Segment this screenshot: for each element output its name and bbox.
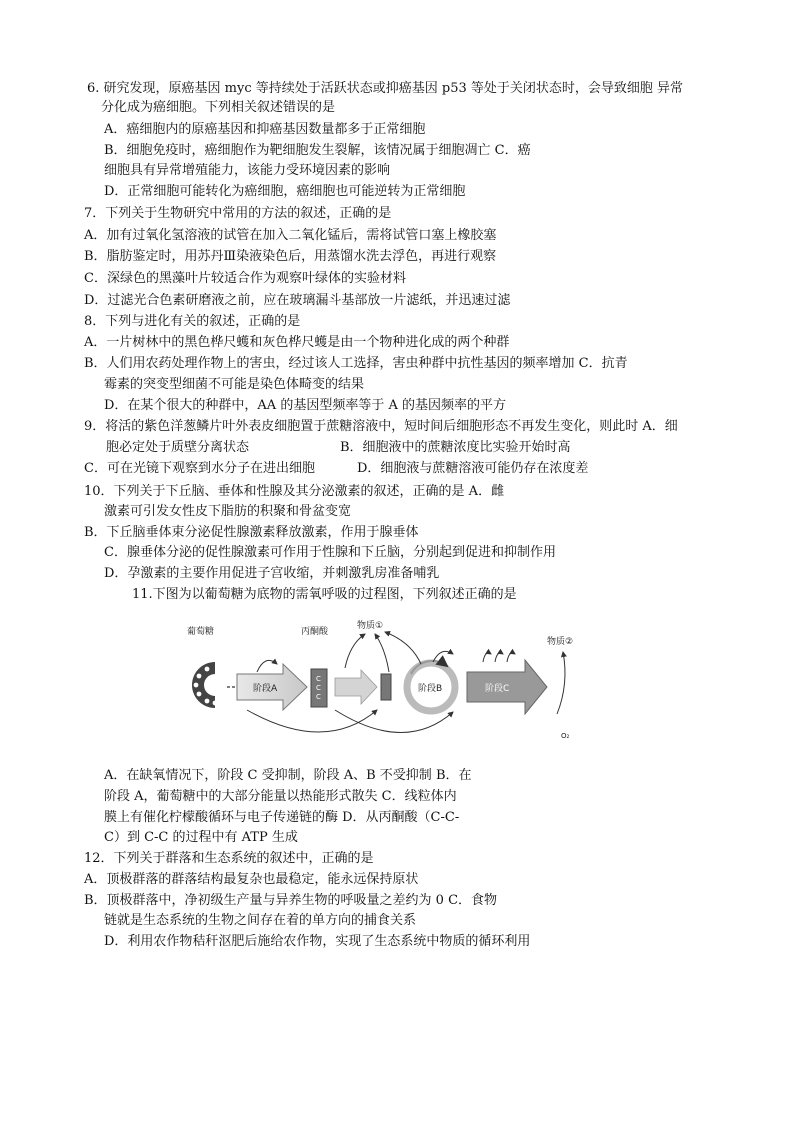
q12-option-a: A．顶极群落的群落结构最复杂也最稳定，能永远保持原状: [84, 872, 419, 887]
q9-option-b: B．细胞液中的蔗糖浓度比实验开始时高: [340, 440, 571, 455]
q6-option-b: B．细胞免疫时，癌细胞作为靶细胞发生裂解，该情况属于细胞凋亡 C．癌: [104, 143, 531, 158]
q6-option-c-cont: 细胞具有异常增殖能力，该能力受环境因素的影响: [104, 163, 391, 178]
q8-stem: 8．下列与进化有关的叙述，正确的是: [84, 314, 301, 329]
q10-option-d: D．孕激素的主要作用促进子宫收缩，并刺激乳房准备哺乳: [104, 566, 440, 581]
q6-option-a: A．癌细胞内的原癌基因和抑癌基因数量都多于正常细胞: [104, 122, 426, 137]
q10-option-c: C．腺垂体分泌的促性腺激素可作用于性腺和下丘脑，分别起到促进和抑制作用: [104, 545, 556, 560]
stage-b-label: 阶段B: [418, 684, 443, 694]
q7-option-b: B．脂肪鉴定时，用苏丹Ⅲ染液染色后，用蒸馏水洗去浮色，再进行观察: [84, 249, 497, 264]
q8-option-c-cont: 霉素的突变型细菌不可能是染色体畸变的结果: [104, 377, 365, 392]
q9-stem: 9．将活的紫色洋葱鳞片叶外表皮细胞置于蔗糖溶液中，短时间后细胞形态不再发生变化，则此时 A．细: [84, 419, 678, 434]
q11-stem: 11.下图为以葡萄糖为底物的需氧呼吸的过程图，下列叙述正确的是: [132, 587, 517, 602]
q6-option-d: D．正常细胞可能转化为癌细胞，癌细胞也可能逆转为正常细胞: [104, 184, 466, 199]
stage-c-arrow: [467, 660, 547, 714]
q11-option-c-cont: 膜上有催化柠檬酸循环与电子传递链的酶 D．从丙酮酸（C-C-: [104, 810, 460, 825]
q8-option-a: A．一片树林中的黑色桦尺蠖和灰色桦尺蠖是由一个物种进化成的两个种群: [84, 335, 510, 350]
q12-stem: 12．下列关于群落和生态系统的叙述中，正确的是: [84, 851, 374, 866]
q7-option-a: A．加有过氧化氢溶液的试管在加入二氧化锰后，需将试管口塞上橡胶塞: [84, 228, 497, 243]
q10-option-a-cont: 激素可引发女性皮下脂肪的积聚和骨盆变宽: [104, 504, 352, 519]
q7-option-c: C．深绿色的黑藻叶片较适合作为观察叶绿体的实验材料: [84, 271, 406, 286]
q7-stem: 7．下列关于生物研究中常用的方法的叙述，正确的是: [84, 206, 392, 221]
svg-text:C: C: [316, 693, 321, 701]
stage-a-label: 阶段A: [253, 684, 278, 694]
q8-option-b: B．人们用农药处理作物上的害虫，经过该人工选择，害虫种群中抗性基因的频率增加 C．抗青: [84, 356, 628, 371]
stage-b-cycle: [407, 661, 455, 711]
q9-option-c: C．可在光镜下观察到水分子在进出细胞: [84, 461, 315, 476]
q8-option-d: D．在某个很大的种群中，AA 的基因型频率等于 A 的基因频率的平方: [104, 398, 506, 413]
q12-option-d: D．利用农作物秸秆沤肥后施给农作物，实现了生态系统中物质的循环利用: [104, 934, 531, 949]
two-carbon-molecule-icon: [381, 674, 391, 700]
glucose-molecule-icon: [192, 662, 217, 708]
q11-option-a: A．在缺氧情况下，阶段 C 受抑制，阶段 A、B 不受抑制 B．在: [104, 768, 472, 783]
stage-c-label: 阶段C: [485, 684, 510, 694]
q9-option-a-cont: 胞必定处于质壁分离状态: [106, 440, 250, 455]
q9-option-d: D．细胞液与蔗糖溶液可能仍存在浓度差: [357, 461, 589, 476]
q12-option-c-cont: 链就是生态系统的生物之间存在着的单方向的捕食关系: [104, 913, 417, 928]
aerobic-respiration-diagram: [185, 614, 580, 764]
q10-option-b: B．下丘脑垂体束分泌促性腺激素释放激素，作用于腺垂体: [84, 525, 419, 540]
q11-option-b-cont: 阶段 A，葡萄糖中的大部分能量以热能形式散失 C．线粒体内: [104, 789, 457, 804]
substance1-label: 物质①: [357, 621, 384, 631]
q6-stem-line2: 分化成为癌细胞。下列相关叙述错误的是: [101, 100, 336, 115]
substance2-label: 物质②: [547, 637, 574, 647]
q10-stem: 10．下列关于下丘脑、垂体和性腺及其分泌激素的叙述，正确的是 A．雌: [84, 484, 505, 499]
svg-text:C: C: [316, 684, 321, 692]
q7-option-d: D．过滤光合色素研磨液之前，应在玻璃漏斗基部放一片滤纸，并迅速过滤: [84, 293, 511, 308]
glucose-label: 葡萄糖: [187, 627, 215, 637]
q6-stem-line1: 6. 研究发现，原癌基因 myc 等持续处于活跃状态或抑癌基因 p53 等处于关闭状态时，会导致细胞 异常: [87, 81, 684, 96]
oxygen-label: O₂: [561, 732, 570, 740]
q12-option-b: B．顶极群落中，净初级生产量与异养生物的呼吸量之差约为 0 C．食物: [84, 893, 498, 908]
q11-option-d-cont: C）到 C-C 的过程中有 ATP 生成: [104, 830, 298, 845]
stage-a-arrow: [237, 664, 307, 710]
pyruvate-label: 丙酮酸: [301, 627, 329, 637]
svg-text:C: C: [316, 675, 321, 683]
